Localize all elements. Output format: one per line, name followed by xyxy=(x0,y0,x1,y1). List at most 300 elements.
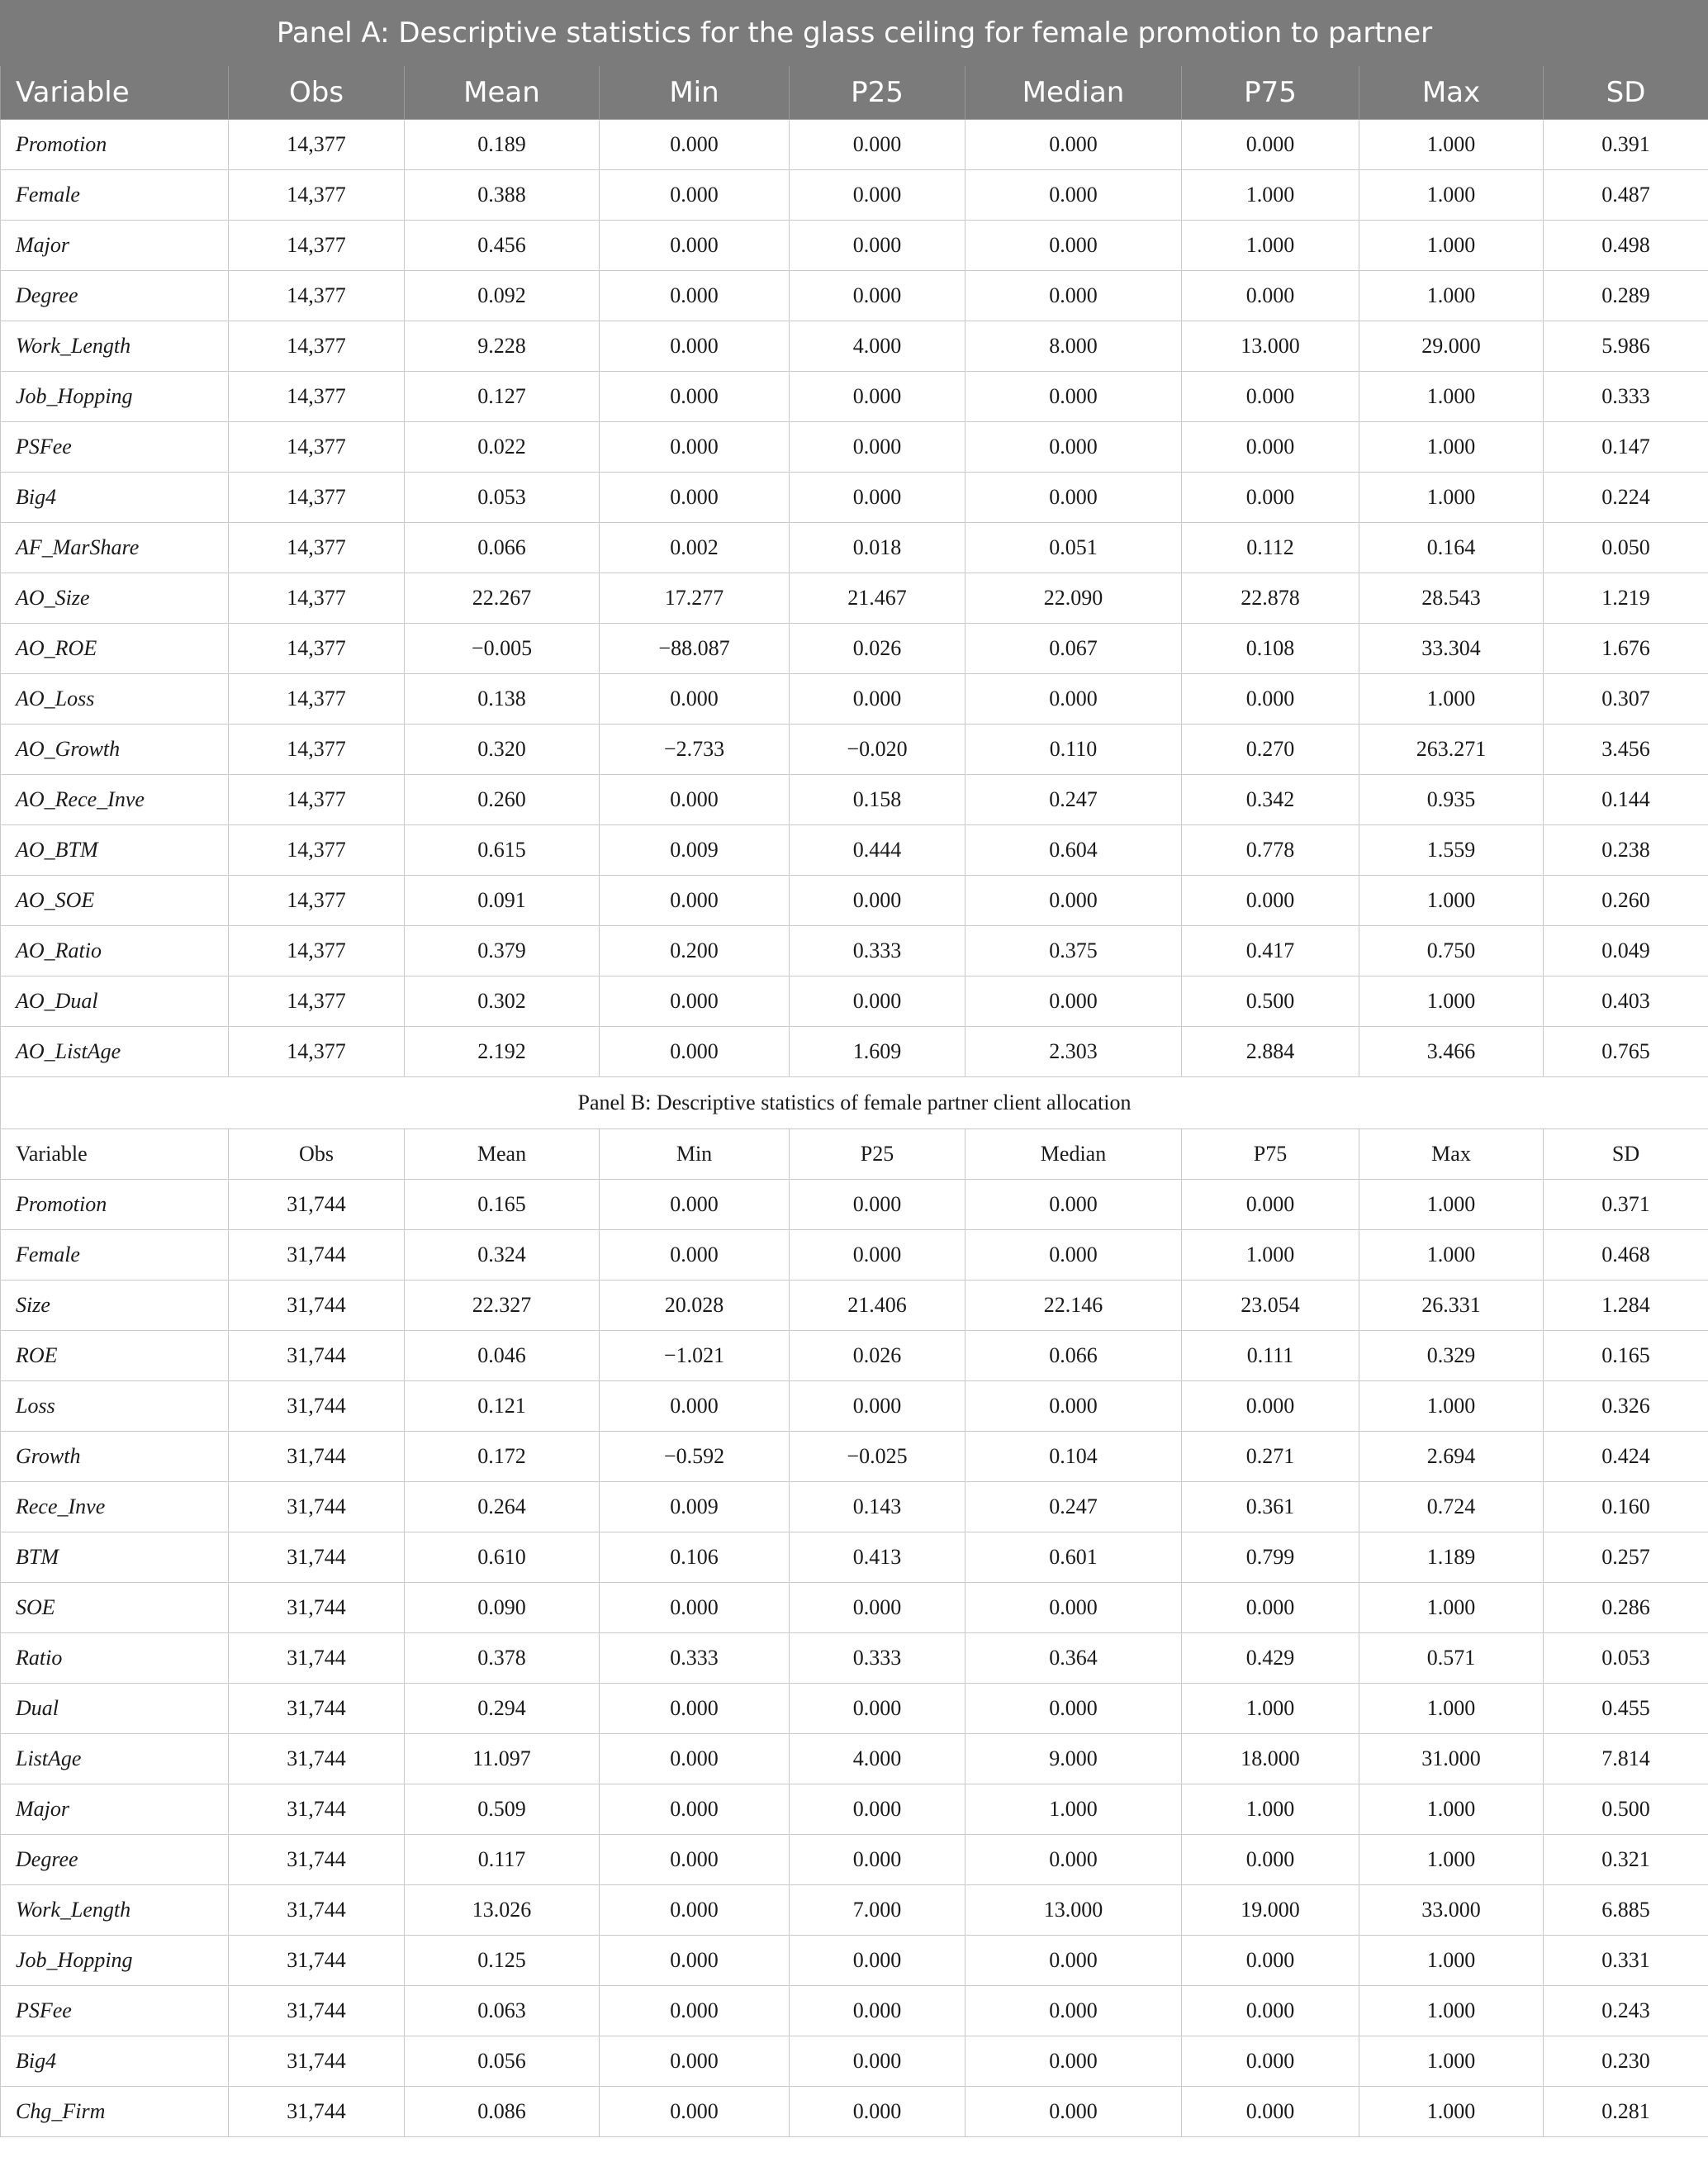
table-row xyxy=(1,170,1708,221)
value-cell: 0.615 xyxy=(405,825,600,876)
value-cell: 0.247 xyxy=(965,1482,1182,1532)
table-row xyxy=(1,372,1708,422)
variable-name-cell: ListAge xyxy=(1,1734,229,1784)
value-cell: 20.028 xyxy=(600,1281,790,1331)
table-row xyxy=(1,1180,1708,1230)
panel-a-column-header: Min xyxy=(600,66,790,120)
value-cell: 3.466 xyxy=(1359,1027,1544,1077)
value-cell: 0.257 xyxy=(1544,1532,1708,1583)
panel-b-column-header: P25 xyxy=(790,1129,965,1180)
value-cell: 13.026 xyxy=(405,1885,600,1936)
panel-b-column-header: Mean xyxy=(405,1129,600,1180)
panel-b-title: Panel B: Descriptive statistics of female partner client allocation xyxy=(1,1077,1708,1129)
value-cell: 2.303 xyxy=(965,1027,1182,1077)
variable-name-cell: Dual xyxy=(1,1684,229,1734)
value-cell: 0.000 xyxy=(965,1684,1182,1734)
value-cell: 1.000 xyxy=(1182,1230,1359,1281)
panel-a-column-header: P75 xyxy=(1182,66,1359,120)
value-cell: 0.417 xyxy=(1182,926,1359,976)
value-cell: 13.000 xyxy=(965,1885,1182,1936)
value-cell: 1.000 xyxy=(1359,1230,1544,1281)
value-cell: 0.125 xyxy=(405,1936,600,1986)
table-row xyxy=(1,422,1708,473)
value-cell: 0.238 xyxy=(1544,825,1708,876)
table-row xyxy=(1,674,1708,725)
value-cell: 5.986 xyxy=(1544,321,1708,372)
table-row xyxy=(1,1381,1708,1432)
value-cell: 0.000 xyxy=(600,1835,790,1885)
table-row xyxy=(1,876,1708,926)
value-cell: −0.005 xyxy=(405,624,600,674)
value-cell: 0.000 xyxy=(790,2087,965,2137)
value-cell: 0.053 xyxy=(1544,1633,1708,1684)
variable-name-cell: PSFee xyxy=(1,422,229,473)
value-cell: −0.592 xyxy=(600,1432,790,1482)
value-cell: 1.000 xyxy=(1359,1784,1544,1835)
value-cell: 0.571 xyxy=(1359,1633,1544,1684)
value-cell: 0.000 xyxy=(790,2036,965,2087)
value-cell: 0.000 xyxy=(965,674,1182,725)
value-cell: 0.018 xyxy=(790,523,965,573)
value-cell: 26.331 xyxy=(1359,1281,1544,1331)
value-cell: 0.106 xyxy=(600,1532,790,1583)
value-cell: −2.733 xyxy=(600,725,790,775)
value-cell: 14,377 xyxy=(229,372,405,422)
value-cell: 31,744 xyxy=(229,1331,405,1381)
value-cell: 0.000 xyxy=(600,1180,790,1230)
value-cell: 0.371 xyxy=(1544,1180,1708,1230)
value-cell: 263.271 xyxy=(1359,725,1544,775)
value-cell: 0.000 xyxy=(965,2036,1182,2087)
value-cell: 0.302 xyxy=(405,976,600,1027)
value-cell: 0.000 xyxy=(600,1986,790,2036)
value-cell: 0.000 xyxy=(1182,674,1359,725)
table-row xyxy=(1,523,1708,573)
variable-name-cell: AO_Ratio xyxy=(1,926,229,976)
value-cell: 19.000 xyxy=(1182,1885,1359,1936)
value-cell: 14,377 xyxy=(229,120,405,170)
table-row xyxy=(1,1331,1708,1381)
value-cell: 0.000 xyxy=(600,775,790,825)
value-cell: 3.456 xyxy=(1544,725,1708,775)
value-cell: 0.000 xyxy=(965,876,1182,926)
value-cell: 0.000 xyxy=(965,1230,1182,1281)
value-cell: 14,377 xyxy=(229,725,405,775)
value-cell: 22.267 xyxy=(405,573,600,624)
value-cell: 0.000 xyxy=(790,221,965,271)
value-cell: 0.002 xyxy=(600,523,790,573)
value-cell: 14,377 xyxy=(229,624,405,674)
value-cell: 0.000 xyxy=(790,876,965,926)
value-cell: 14,377 xyxy=(229,976,405,1027)
value-cell: 0.090 xyxy=(405,1583,600,1633)
value-cell: 1.000 xyxy=(1359,473,1544,523)
value-cell: 0.765 xyxy=(1544,1027,1708,1077)
variable-name-cell: AO_Rece_Inve xyxy=(1,775,229,825)
value-cell: 0.000 xyxy=(600,876,790,926)
value-cell: 14,377 xyxy=(229,523,405,573)
panel-a-column-header: SD xyxy=(1544,66,1708,120)
value-cell: 0.500 xyxy=(1182,976,1359,1027)
value-cell: 0.189 xyxy=(405,120,600,170)
value-cell: 31,744 xyxy=(229,1482,405,1532)
table-row xyxy=(1,624,1708,674)
value-cell: 0.066 xyxy=(965,1331,1182,1381)
value-cell: 0.403 xyxy=(1544,976,1708,1027)
value-cell: 0.000 xyxy=(790,1986,965,2036)
value-cell: 0.000 xyxy=(965,1180,1182,1230)
value-cell: 14,377 xyxy=(229,170,405,221)
value-cell: 0.000 xyxy=(1182,120,1359,170)
variable-name-cell: AO_ROE xyxy=(1,624,229,674)
panel-b-column-header: Max xyxy=(1359,1129,1544,1180)
variable-name-cell: Major xyxy=(1,221,229,271)
value-cell: 0.424 xyxy=(1544,1432,1708,1482)
variable-name-cell: Female xyxy=(1,170,229,221)
value-cell: 0.329 xyxy=(1359,1331,1544,1381)
value-cell: 1.000 xyxy=(1359,1835,1544,1885)
value-cell: 0.364 xyxy=(965,1633,1182,1684)
variable-name-cell: Big4 xyxy=(1,2036,229,2087)
value-cell: 0.500 xyxy=(1544,1784,1708,1835)
value-cell: 1.000 xyxy=(1359,674,1544,725)
value-cell: −0.020 xyxy=(790,725,965,775)
value-cell: 0.000 xyxy=(600,1784,790,1835)
value-cell: 0.000 xyxy=(1182,2036,1359,2087)
value-cell: 7.814 xyxy=(1544,1734,1708,1784)
value-cell: 0.331 xyxy=(1544,1936,1708,1986)
value-cell: 14,377 xyxy=(229,422,405,473)
value-cell: 0.000 xyxy=(600,674,790,725)
table-row xyxy=(1,1230,1708,1281)
variable-name-cell: AO_Loss xyxy=(1,674,229,725)
value-cell: 22.146 xyxy=(965,1281,1182,1331)
variable-name-cell: AO_Size xyxy=(1,573,229,624)
value-cell: 0.333 xyxy=(790,1633,965,1684)
value-cell: 2.694 xyxy=(1359,1432,1544,1482)
variable-name-cell: Chg_Firm xyxy=(1,2087,229,2137)
value-cell: 0.000 xyxy=(790,473,965,523)
value-cell: 0.247 xyxy=(965,775,1182,825)
table-row xyxy=(1,573,1708,624)
value-cell: 0.000 xyxy=(965,372,1182,422)
value-cell: 0.243 xyxy=(1544,1986,1708,2036)
value-cell: 1.000 xyxy=(1359,876,1544,926)
value-cell: 18.000 xyxy=(1182,1734,1359,1784)
value-cell: 0.158 xyxy=(790,775,965,825)
table-row xyxy=(1,825,1708,876)
value-cell: 0.455 xyxy=(1544,1684,1708,1734)
value-cell: 31,744 xyxy=(229,2036,405,2087)
value-cell: 22.090 xyxy=(965,573,1182,624)
value-cell: 0.000 xyxy=(790,120,965,170)
value-cell: 0.000 xyxy=(600,372,790,422)
variable-name-cell: AF_MarShare xyxy=(1,523,229,573)
value-cell: 0.294 xyxy=(405,1684,600,1734)
value-cell: 0.000 xyxy=(790,1583,965,1633)
table-row xyxy=(1,1936,1708,1986)
value-cell: 31,744 xyxy=(229,1583,405,1633)
value-cell: 0.750 xyxy=(1359,926,1544,976)
value-cell: 9.228 xyxy=(405,321,600,372)
value-cell: 11.097 xyxy=(405,1734,600,1784)
value-cell: 1.000 xyxy=(1359,1583,1544,1633)
panel-b-column-header: SD xyxy=(1544,1129,1708,1180)
value-cell: 14,377 xyxy=(229,473,405,523)
variable-name-cell: Major xyxy=(1,1784,229,1835)
value-cell: 14,377 xyxy=(229,876,405,926)
value-cell: 0.378 xyxy=(405,1633,600,1684)
value-cell: 0.000 xyxy=(600,271,790,321)
value-cell: −1.021 xyxy=(600,1331,790,1381)
table-row xyxy=(1,1784,1708,1835)
value-cell: 33.000 xyxy=(1359,1885,1544,1936)
table-row xyxy=(1,221,1708,271)
value-cell: 31,744 xyxy=(229,1432,405,1482)
value-cell: 0.391 xyxy=(1544,120,1708,170)
value-cell: 0.333 xyxy=(1544,372,1708,422)
value-cell: 1.000 xyxy=(1359,271,1544,321)
value-cell: 0.000 xyxy=(965,1986,1182,2036)
value-cell: 0.379 xyxy=(405,926,600,976)
value-cell: 0.000 xyxy=(965,120,1182,170)
value-cell: 6.885 xyxy=(1544,1885,1708,1936)
value-cell: 0.000 xyxy=(965,976,1182,1027)
table-row xyxy=(1,1885,1708,1936)
value-cell: 0.000 xyxy=(1182,1986,1359,2036)
value-cell: 1.000 xyxy=(1359,2087,1544,2137)
value-cell: 0.067 xyxy=(965,624,1182,674)
table-row xyxy=(1,120,1708,170)
value-cell: 0.610 xyxy=(405,1532,600,1583)
table-row xyxy=(1,1633,1708,1684)
value-cell: 0.000 xyxy=(600,1027,790,1077)
value-cell: 0.361 xyxy=(1182,1482,1359,1532)
value-cell: 31,744 xyxy=(229,1885,405,1936)
value-cell: 0.143 xyxy=(790,1482,965,1532)
value-cell: 1.000 xyxy=(1359,1684,1544,1734)
value-cell: 0.468 xyxy=(1544,1230,1708,1281)
value-cell: 9.000 xyxy=(965,1734,1182,1784)
table-row xyxy=(1,775,1708,825)
value-cell: 0.000 xyxy=(965,221,1182,271)
table-row xyxy=(1,976,1708,1027)
variable-name-cell: PSFee xyxy=(1,1986,229,2036)
value-cell: 0.053 xyxy=(405,473,600,523)
table-row xyxy=(1,1986,1708,2036)
variable-name-cell: ROE xyxy=(1,1331,229,1381)
value-cell: 21.467 xyxy=(790,573,965,624)
value-cell: 0.111 xyxy=(1182,1331,1359,1381)
panel-a-title: Panel A: Descriptive statistics for the glass ceiling for female promotion to partner xyxy=(1,1,1708,66)
value-cell: 0.092 xyxy=(405,271,600,321)
variable-name-cell: Degree xyxy=(1,271,229,321)
variable-name-cell: Promotion xyxy=(1,1180,229,1230)
value-cell: 4.000 xyxy=(790,321,965,372)
value-cell: 31,744 xyxy=(229,1230,405,1281)
value-cell: 14,377 xyxy=(229,221,405,271)
value-cell: 1.189 xyxy=(1359,1532,1544,1583)
value-cell: 1.000 xyxy=(1359,976,1544,1027)
value-cell: 0.456 xyxy=(405,221,600,271)
variable-name-cell: AO_SOE xyxy=(1,876,229,926)
variable-name-cell: Female xyxy=(1,1230,229,1281)
value-cell: 0.000 xyxy=(1182,1381,1359,1432)
value-cell: 0.260 xyxy=(405,775,600,825)
value-cell: 0.086 xyxy=(405,2087,600,2137)
panel-b-column-header: Median xyxy=(965,1129,1182,1180)
value-cell: 0.026 xyxy=(790,1331,965,1381)
value-cell: 0.307 xyxy=(1544,674,1708,725)
value-cell: 0.022 xyxy=(405,422,600,473)
panel-a-title-row xyxy=(1,1,1708,66)
value-cell: 1.000 xyxy=(1359,120,1544,170)
value-cell: 0.000 xyxy=(600,1734,790,1784)
value-cell: 0.724 xyxy=(1359,1482,1544,1532)
value-cell: 0.342 xyxy=(1182,775,1359,825)
value-cell: 0.000 xyxy=(790,1381,965,1432)
value-cell: 0.333 xyxy=(790,926,965,976)
panel-b-column-header: Min xyxy=(600,1129,790,1180)
value-cell: 0.270 xyxy=(1182,725,1359,775)
value-cell: 0.000 xyxy=(600,473,790,523)
panel-a-column-header: Max xyxy=(1359,66,1544,120)
value-cell: 31,744 xyxy=(229,1986,405,2036)
value-cell: 0.388 xyxy=(405,170,600,221)
value-cell: 14,377 xyxy=(229,321,405,372)
value-cell: 0.000 xyxy=(965,1835,1182,1885)
table-row xyxy=(1,1532,1708,1583)
value-cell: 0.000 xyxy=(965,1583,1182,1633)
panel-a-header-row xyxy=(1,66,1708,120)
value-cell: 0.000 xyxy=(790,674,965,725)
variable-name-cell: Job_Hopping xyxy=(1,1936,229,1986)
table-row xyxy=(1,725,1708,775)
variable-name-cell: Work_Length xyxy=(1,321,229,372)
table-row xyxy=(1,1432,1708,1482)
table-row xyxy=(1,1734,1708,1784)
value-cell: 0.000 xyxy=(600,1936,790,1986)
table-row xyxy=(1,1027,1708,1077)
value-cell: 0.000 xyxy=(1182,271,1359,321)
variable-name-cell: AO_ListAge xyxy=(1,1027,229,1077)
value-cell: 0.000 xyxy=(790,1936,965,1986)
value-cell: 0.000 xyxy=(790,372,965,422)
value-cell: 0.000 xyxy=(965,422,1182,473)
table-row xyxy=(1,926,1708,976)
value-cell: 0.165 xyxy=(405,1180,600,1230)
value-cell: 0.117 xyxy=(405,1835,600,1885)
value-cell: 0.000 xyxy=(600,120,790,170)
value-cell: 0.000 xyxy=(600,2036,790,2087)
value-cell: 2.192 xyxy=(405,1027,600,1077)
value-cell: 0.000 xyxy=(1182,473,1359,523)
table-row xyxy=(1,271,1708,321)
value-cell: 31,744 xyxy=(229,1684,405,1734)
value-cell: 0.286 xyxy=(1544,1583,1708,1633)
value-cell: 0.056 xyxy=(405,2036,600,2087)
table-row xyxy=(1,2036,1708,2087)
value-cell: 0.000 xyxy=(600,422,790,473)
value-cell: 0.444 xyxy=(790,825,965,876)
value-cell: 0.320 xyxy=(405,725,600,775)
value-cell: 0.000 xyxy=(600,976,790,1027)
value-cell: 31,744 xyxy=(229,1532,405,1583)
panel-b-title-row xyxy=(1,1077,1708,1129)
value-cell: 31.000 xyxy=(1359,1734,1544,1784)
value-cell: 0.091 xyxy=(405,876,600,926)
value-cell: 0.429 xyxy=(1182,1633,1359,1684)
value-cell: 0.000 xyxy=(790,271,965,321)
variable-name-cell: BTM xyxy=(1,1532,229,1583)
value-cell: 0.144 xyxy=(1544,775,1708,825)
value-cell: 0.112 xyxy=(1182,523,1359,573)
value-cell: 0.000 xyxy=(600,221,790,271)
value-cell: 2.884 xyxy=(1182,1027,1359,1077)
value-cell: 33.304 xyxy=(1359,624,1544,674)
value-cell: 0.200 xyxy=(600,926,790,976)
value-cell: 0.509 xyxy=(405,1784,600,1835)
panel-b-column-header: Variable xyxy=(1,1129,229,1180)
variable-name-cell: Loss xyxy=(1,1381,229,1432)
value-cell: 7.000 xyxy=(790,1885,965,1936)
table-row xyxy=(1,1482,1708,1532)
value-cell: 0.000 xyxy=(790,422,965,473)
value-cell: 0.009 xyxy=(600,825,790,876)
value-cell: 14,377 xyxy=(229,825,405,876)
value-cell: 0.026 xyxy=(790,624,965,674)
variable-name-cell: Growth xyxy=(1,1432,229,1482)
value-cell: 0.050 xyxy=(1544,523,1708,573)
value-cell: 0.000 xyxy=(1182,422,1359,473)
value-cell: 0.000 xyxy=(790,1784,965,1835)
value-cell: 0.000 xyxy=(600,1885,790,1936)
value-cell: 0.230 xyxy=(1544,2036,1708,2087)
value-cell: 0.127 xyxy=(405,372,600,422)
value-cell: 0.063 xyxy=(405,1986,600,2036)
value-cell: 0.000 xyxy=(790,976,965,1027)
value-cell: 14,377 xyxy=(229,926,405,976)
value-cell: 31,744 xyxy=(229,1835,405,1885)
table-body xyxy=(1,1,1708,2137)
value-cell: 0.000 xyxy=(1182,1936,1359,1986)
value-cell: 0.264 xyxy=(405,1482,600,1532)
panel-a-column-header: Median xyxy=(965,66,1182,120)
table-row xyxy=(1,473,1708,523)
panel-b-column-header: Obs xyxy=(229,1129,405,1180)
value-cell: 0.000 xyxy=(600,1583,790,1633)
value-cell: 0.046 xyxy=(405,1331,600,1381)
value-cell: 1.219 xyxy=(1544,573,1708,624)
value-cell: 0.000 xyxy=(600,321,790,372)
value-cell: 1.000 xyxy=(965,1784,1182,1835)
value-cell: 0.321 xyxy=(1544,1835,1708,1885)
value-cell: 1.284 xyxy=(1544,1281,1708,1331)
value-cell: 14,377 xyxy=(229,674,405,725)
value-cell: 0.049 xyxy=(1544,926,1708,976)
panel-b-header-row xyxy=(1,1129,1708,1180)
value-cell: 0.000 xyxy=(1182,1583,1359,1633)
value-cell: 0.935 xyxy=(1359,775,1544,825)
value-cell: 0.104 xyxy=(965,1432,1182,1482)
value-cell: 31,744 xyxy=(229,1281,405,1331)
value-cell: 0.160 xyxy=(1544,1482,1708,1532)
value-cell: 0.000 xyxy=(1182,1835,1359,1885)
value-cell: 31,744 xyxy=(229,1784,405,1835)
value-cell: 1.000 xyxy=(1359,1936,1544,1986)
value-cell: 0.324 xyxy=(405,1230,600,1281)
value-cell: −88.087 xyxy=(600,624,790,674)
